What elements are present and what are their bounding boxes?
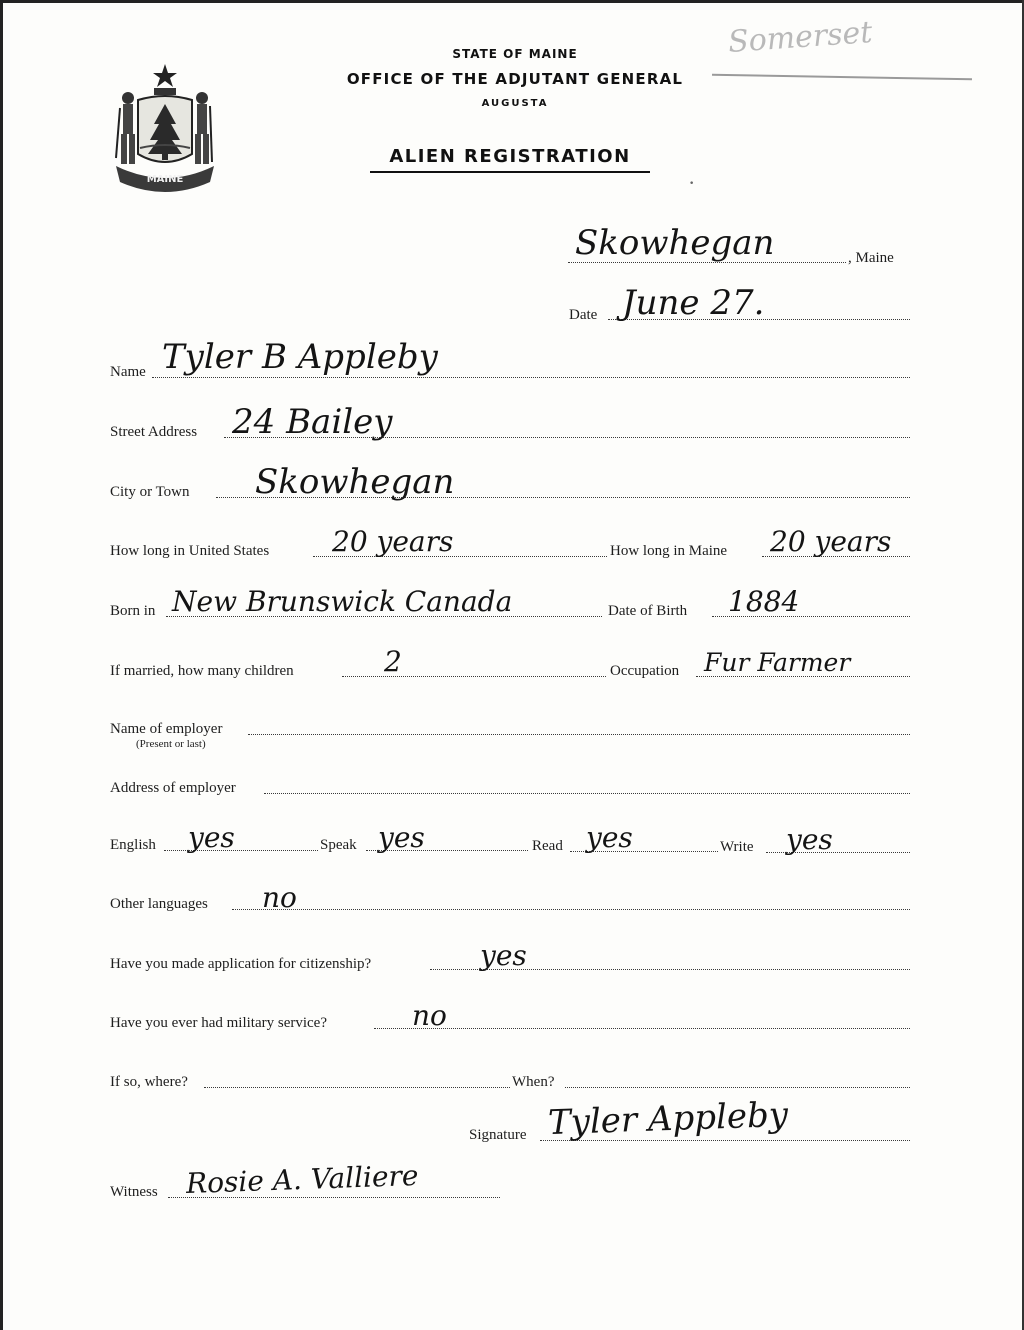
office-heading: OFFICE OF THE ADJUTANT GENERAL xyxy=(346,70,684,88)
stray-mark: · xyxy=(688,170,696,195)
when-label: When? xyxy=(512,1074,555,1090)
city-value: Skowhegan xyxy=(255,462,455,502)
occupation-label: Occupation xyxy=(610,663,680,679)
date-value: June 27. xyxy=(622,283,765,323)
write-value: yes xyxy=(786,823,833,856)
occupation-value: Fur Farmer xyxy=(704,648,851,677)
scan-edge-left xyxy=(0,0,3,1330)
military-value: no xyxy=(412,999,447,1032)
military-label: Have you ever had military service? xyxy=(110,1015,327,1031)
speak-value: yes xyxy=(378,821,425,854)
other-languages-value: no xyxy=(262,881,297,914)
citizenship-value: yes xyxy=(480,939,527,972)
place-value: Skowhegan xyxy=(575,223,775,263)
maine-state-seal-icon xyxy=(110,58,220,193)
signature-value: Tyler Appleby xyxy=(547,1094,789,1144)
citizenship-label: Have you made application for citizenship? xyxy=(110,956,372,972)
other-languages-label: Other languages xyxy=(110,896,208,912)
witness-value: Rosie A. Valliere xyxy=(185,1158,419,1201)
english-value: yes xyxy=(188,821,235,854)
speak-label: Speak xyxy=(320,837,357,853)
in-maine-value: 20 years xyxy=(770,525,892,558)
employer-sublabel: (Present or last) xyxy=(136,738,206,750)
employer-line xyxy=(248,734,910,735)
name-line xyxy=(152,377,910,378)
street-value: 24 Bailey xyxy=(232,402,393,442)
place-suffix: , Maine xyxy=(848,250,894,266)
city-label: City or Town xyxy=(110,484,190,500)
street-label: Street Address xyxy=(110,424,198,440)
employer-address-line xyxy=(264,793,910,794)
county-rule xyxy=(712,74,972,81)
children-line xyxy=(342,676,606,677)
children-label: If married, how many children xyxy=(110,663,294,679)
read-label: Read xyxy=(532,838,563,854)
born-label: Born in xyxy=(110,603,156,619)
city-heading: AUGUSTA xyxy=(481,98,549,109)
in-us-label: How long in United States xyxy=(110,543,270,559)
in-us-value: 20 years xyxy=(332,525,454,558)
where-line xyxy=(204,1087,510,1088)
military-line xyxy=(374,1028,910,1029)
name-label: Name xyxy=(110,364,146,380)
employer-label: Name of employer xyxy=(110,721,223,737)
other-languages-line xyxy=(232,909,910,910)
state-heading: STATE OF MAINE xyxy=(452,47,578,61)
signature-label: Signature xyxy=(469,1127,527,1143)
write-label: Write xyxy=(720,839,754,855)
born-value: New Brunswick Canada xyxy=(172,585,513,618)
witness-label: Witness xyxy=(110,1184,158,1200)
employer-address-label: Address of employer xyxy=(110,780,236,796)
read-value: yes xyxy=(586,821,633,854)
when-line xyxy=(565,1087,910,1088)
title-underline xyxy=(370,171,650,173)
date-label: Date xyxy=(569,307,598,323)
english-label: English xyxy=(110,837,156,853)
dob-value: 1884 xyxy=(728,585,800,618)
in-maine-label: How long in Maine xyxy=(610,543,728,559)
county-annotation: Somerset xyxy=(726,15,874,60)
dob-label: Date of Birth xyxy=(608,603,688,619)
form-title: ALIEN REGISTRATION xyxy=(389,146,631,167)
svg-text:MAINE: MAINE xyxy=(146,174,184,185)
name-value: Tyler B Appleby xyxy=(162,337,438,377)
children-value: 2 xyxy=(384,645,402,678)
where-label: If so, where? xyxy=(110,1074,188,1090)
scan-edge-top xyxy=(0,0,1024,3)
